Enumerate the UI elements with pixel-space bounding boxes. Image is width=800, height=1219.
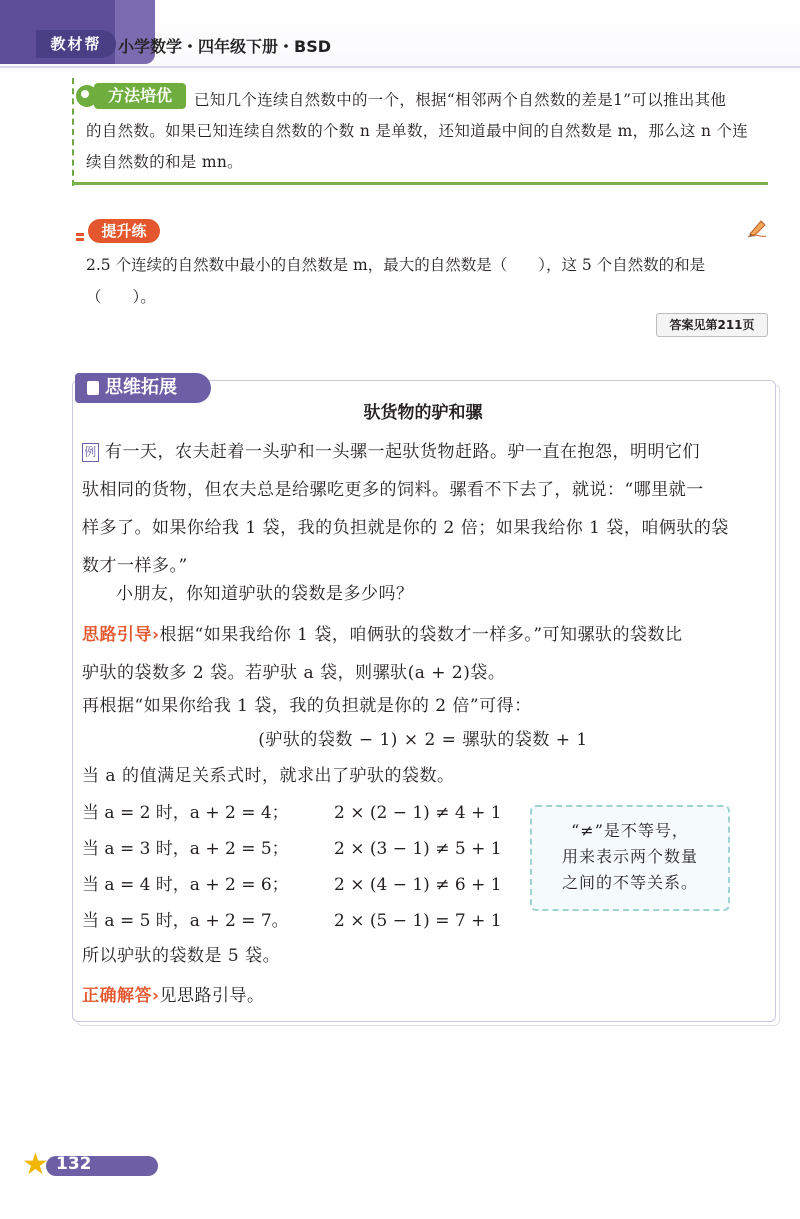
story-title: 驮货物的驴和骡 — [363, 403, 483, 423]
conclusion-line: 所以驴驮的袋数是 5 袋。 — [82, 946, 281, 966]
trial-right: 2 × (3 − 1) ≠ 5 + 1 — [334, 839, 502, 859]
example-line-3: 样多了。如果你给我 1 袋，我的负担就是你的 2 倍；如果我给你 1 袋，咱俩驮的袋 — [82, 518, 729, 538]
practice-text — [86, 249, 766, 313]
trial-left: 当 a = 5 时，a + 2 = 7。 — [82, 911, 289, 931]
answer-label: 正确解答 — [82, 986, 152, 1006]
answer-text: 见思路引导。 — [159, 986, 265, 1006]
example-paragraph — [82, 433, 772, 585]
practice-tag-label: 提升练 — [88, 219, 160, 243]
method-tag — [76, 83, 186, 109]
note-line-3: 之间的不等关系。 — [561, 873, 698, 892]
hint-arrow: › — [152, 625, 160, 645]
hint-label: 思路引导 — [82, 625, 152, 645]
trial-left: 当 a = 3 时，a + 2 = 5； — [82, 839, 289, 859]
method-line-3: 续自然数的和是 mn。 — [86, 153, 243, 171]
pencil-icon — [746, 216, 768, 238]
book-title: 小学数学・四年级下册・BSD — [118, 37, 332, 56]
trial-right: 2 × (5 − 1) = 7 + 1 — [334, 911, 502, 931]
example-mark: 例 — [82, 443, 99, 462]
method-line-1: 已知几个连续自然数中的一个，根据“相邻两个自然数的差是1”可以推出其他 — [194, 91, 727, 109]
note-line-1: “≠”是不等号， — [571, 821, 689, 840]
thinking-tag-label: 思维拓展 — [105, 377, 177, 398]
practice-line-2: （ ）。 — [86, 288, 156, 306]
trial-right: 2 × (2 − 1) ≠ 4 + 1 — [334, 803, 502, 823]
then-line: 再根据“如果你给我 1 袋，我的负担就是你的 2 倍”可得： — [82, 696, 532, 716]
trial-row — [82, 903, 542, 939]
note-line-2: 用来表示两个数量 — [561, 847, 698, 866]
question-line: 小朋友，你知道驴驮的袋数是多少吗？ — [116, 584, 414, 604]
method-line-2: 的自然数。如果已知连续自然数的个数 n 是单数，还知道最中间的自然数是 m，那么这 n 个连 — [86, 122, 749, 140]
method-tag-label: 方法培优 — [94, 83, 186, 109]
method-text — [86, 85, 766, 178]
note-text — [540, 818, 720, 896]
answer-reference: 答案见第211页 — [656, 313, 768, 337]
trial-right: 2 × (4 − 1) ≠ 6 + 1 — [334, 875, 502, 895]
hint-line-1: 根据“如果我给你 1 袋，咱俩驮的袋数才一样多。”可知骡驮的袋数比 — [159, 625, 683, 645]
trial-row — [82, 831, 542, 867]
trial-left: 当 a = 2 时，a + 2 = 4； — [82, 803, 289, 823]
star-icon: ★ — [22, 1147, 49, 1182]
page-number: 132 — [56, 1154, 92, 1174]
practice-line-1: 2.5 个连续的自然数中最小的自然数是 m，最大的自然数是（ ），这 5 个自然数的和是 — [86, 256, 706, 274]
brand-logo: 教材帮 — [36, 30, 116, 58]
formula-line: (驴驮的袋数 − 1) × 2 = 骡驮的袋数 + 1 — [258, 730, 588, 750]
answer-line — [82, 980, 772, 1012]
when-line: 当 a 的值满足关系式时，就求出了驴驮的袋数。 — [82, 766, 455, 786]
trial-left: 当 a = 4 时，a + 2 = 6； — [82, 875, 289, 895]
trial-row — [82, 867, 542, 903]
example-line-4: 数才一样多。” — [82, 556, 188, 576]
practice-tag — [76, 219, 164, 243]
hint-paragraph — [82, 616, 772, 692]
example-line-1: 有一天，农夫赶着一头驴和一头骡一起驮货物赶路。驴一直在抱怨，明明它们 — [105, 442, 700, 462]
header-divider — [0, 66, 800, 68]
book-icon — [87, 381, 99, 395]
answer-arrow: › — [152, 986, 160, 1006]
equals-icon — [76, 233, 84, 236]
trial-row — [82, 795, 542, 831]
page-footer — [22, 1147, 140, 1182]
method-underline — [72, 182, 768, 185]
hint-line-2: 驴驮的袋数多 2 袋。若驴驮 a 袋，则骡驮(a + 2)袋。 — [82, 663, 506, 683]
example-line-2: 驮相同的货物，但农夫总是给骡吃更多的饲料。骡看不下去了，就说：“哪里就一 — [82, 480, 704, 500]
